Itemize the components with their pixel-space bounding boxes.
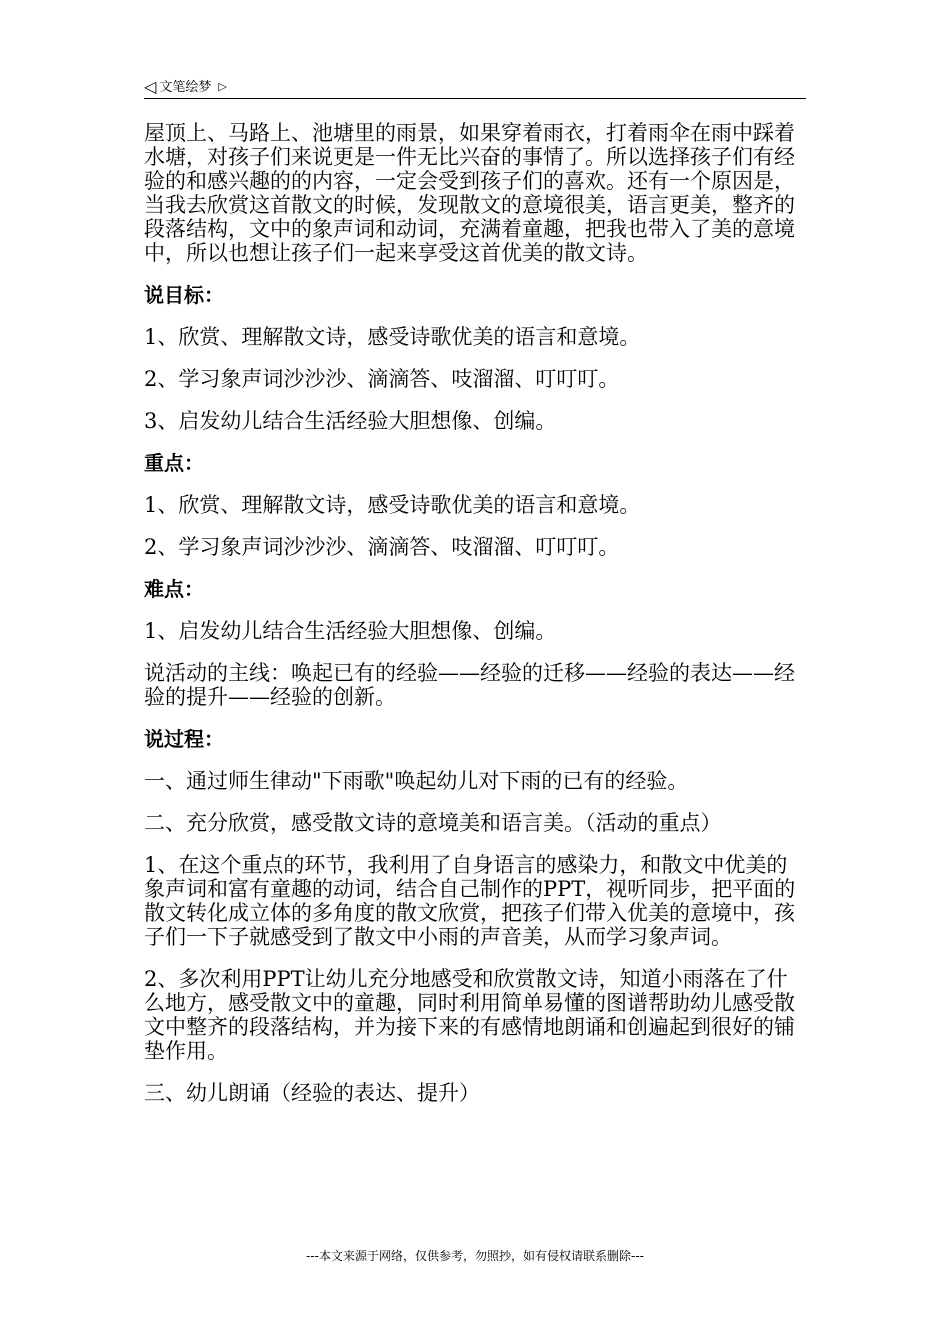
header-brand	[144, 76, 227, 96]
page-header	[144, 72, 806, 99]
right-triangle-icon: ▷	[218, 80, 227, 93]
process-step-2: 二、充分欣赏，感受散文诗的意境美和语言美。（活动的重点）	[144, 811, 722, 835]
goal-item-1: 1、欣赏、理解散文诗，感受诗歌优美的语言和意境。	[144, 325, 641, 349]
process-step-3: 三、幼儿朗诵（经验的表达、提升）	[144, 1081, 480, 1105]
activity-mainline: 说活动的主线：唤起已有的经验——经验的迁移——经验的表达——经验的提升——经验的创新。	[144, 661, 795, 709]
heading-process: 说过程：	[144, 727, 224, 751]
paragraph-intro: 屋顶上、马路上、池塘里的雨景，如果穿着雨衣，打着雨伞在雨中踩着水塘，对孩子们来说更是一件无比兴奋的事情了。所以选择孩子们有经验的和感兴趣的的内容，一定会受到孩子们的喜欢。还有一个原因是，当我去欣赏这首散文的时候，发现散文的意境很美，语言更美，整齐的段落结构，文中的象声词和动词，充满着童趣，把我也带入了美的意境中，所以也想让孩子们一起来享受这首优美的散文诗。	[144, 121, 795, 265]
document-body	[144, 121, 808, 1123]
difficulty-item-1: 1、启发幼儿结合生活经验大胆想像、创编。	[144, 619, 557, 643]
process-step-2-1: 1、在这个重点的环节，我利用了自身语言的感染力，和散文中优美的象声词和富有童趣的动词，结合自己制作的PPT，视听同步，把平面的散文转化成立体的多角度的散文欣赏，把孩子们带入优美的意境中，孩子们一下子就感受到了散文中小雨的声音美，从而学习象声词。	[144, 853, 796, 949]
goal-item-3: 3、启发幼儿结合生活经验大胆想像、创编。	[144, 409, 557, 433]
heading-goals: 说目标：	[144, 283, 224, 307]
key-item-2: 2、学习象声词沙沙沙、滴滴答、吱溜溜、叮叮叮。	[144, 535, 620, 559]
brand-name: 文笔绘梦	[159, 80, 212, 95]
process-step-1: 一、通过师生律动"下雨歌"唤起幼儿对下雨的已有的经验。	[144, 769, 689, 793]
left-triangle-icon: ◁	[144, 77, 157, 96]
goal-item-2: 2、学习象声词沙沙沙、滴滴答、吱溜溜、叮叮叮。	[144, 367, 620, 391]
heading-difficulty: 难点：	[144, 577, 204, 601]
process-step-2-2: 2、多次利用PPT让幼儿充分地感受和欣赏散文诗，知道小雨落在了什么地方，感受散文中的童趣，同时利用简单易懂的图谱帮助幼儿感受散文中整齐的段落结构，并为接下来的有感情地朗诵和创遍起到很好的铺垫作用。	[144, 967, 795, 1063]
heading-key-points: 重点：	[144, 451, 204, 475]
key-item-1: 1、欣赏、理解散文诗，感受诗歌优美的语言和意境。	[144, 493, 641, 517]
footer-notice: ---本文来源于网络，仅供参考，勿照抄，如有侵权请联系删除---	[306, 1249, 644, 1263]
